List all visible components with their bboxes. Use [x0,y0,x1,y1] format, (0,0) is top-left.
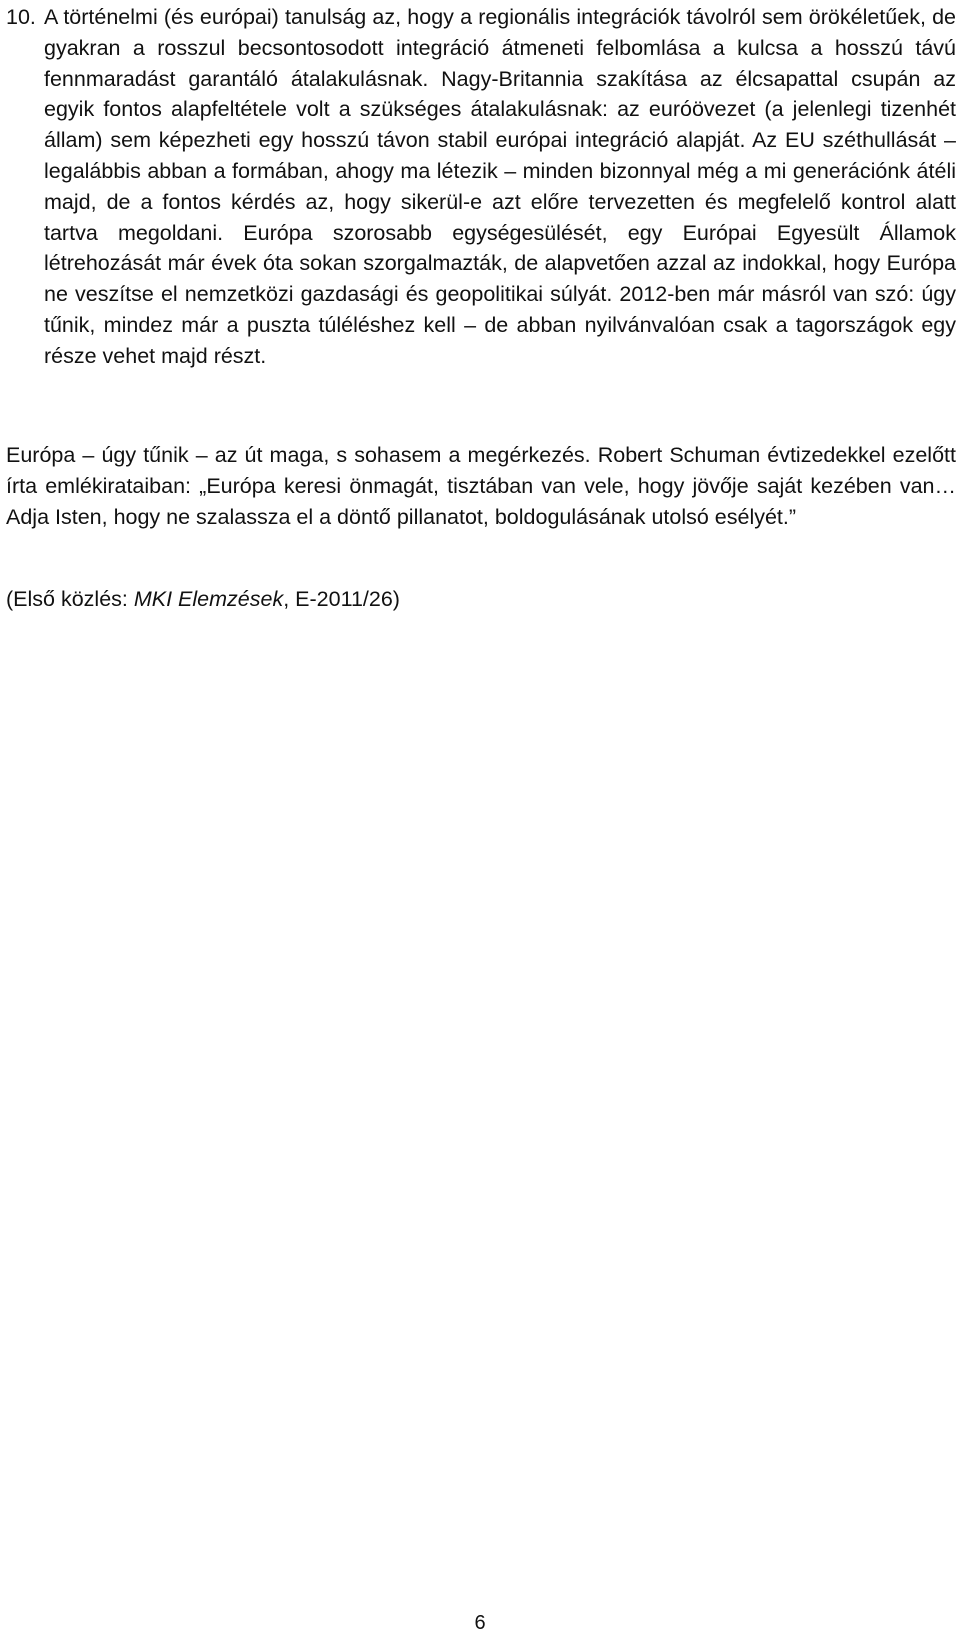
item-number: 10. [6,5,36,29]
source-note [6,584,956,615]
source-prefix: (Első közlés: [6,587,134,611]
item-text: A történelmi (és európai) tanulság az, hogy a regionális integrációk távolról sem örökéletűek, de gyakran a rosszul becsontosodott integráció átmeneti felbomlása a kulcsa a hosszú távú fennmaradást garantáló átalakulásnak. Nagy-Britannia szakítása az élcsapattal csupán az egyik fontos alapfeltétele volt a szükséges átalakulásnak: az euróövezet (a jelenlegi tizenhét állam) sem képezheti egy hosszú távon stabil európai integráció alapját. Az EU széthullását – legalábbis abban a formában, ahogy ma létezik – minden bizonnyal még a mi generációnk átéli majd, de a fontos kérdés az, hogy sikerül-e azt előre tervezetten és megfelelő kontrol alatt tartva megoldani. Európa szorosabb egységesülését, egy Európai Egyesült Államok létrehozását már évek óta sokan szorgalmazták, de alapvetően azzal az indokkal, hogy Európa ne veszítse el nemzetközi gazdasági és geopolitikai súlyát. 2012-ben már másról van szó: úgy tűnik, mindez már a puszta túléléshez kell – de abban nyilvánvalóan csak a tagországok egy része vehet majd részt. [44,5,956,368]
page-number: 6 [474,1612,486,1634]
closing-paragraph: Európa – úgy tűnik – az út maga, s sohasem a megérkezés. Robert Schuman évtizedekkel ezelőtt írta emlékirataiban: „Európa keresi önmagát, tisztában van vele, hogy jövője saját kezében van… Adja Isten, hogy ne szalassza el a döntő pillanatot, boldogulásának utolsó esélyét.” [6,443,956,529]
numbered-item [6,2,956,372]
source-suffix: , E-2011/26) [283,587,400,611]
source-publication: MKI Elemzések [133,587,284,611]
